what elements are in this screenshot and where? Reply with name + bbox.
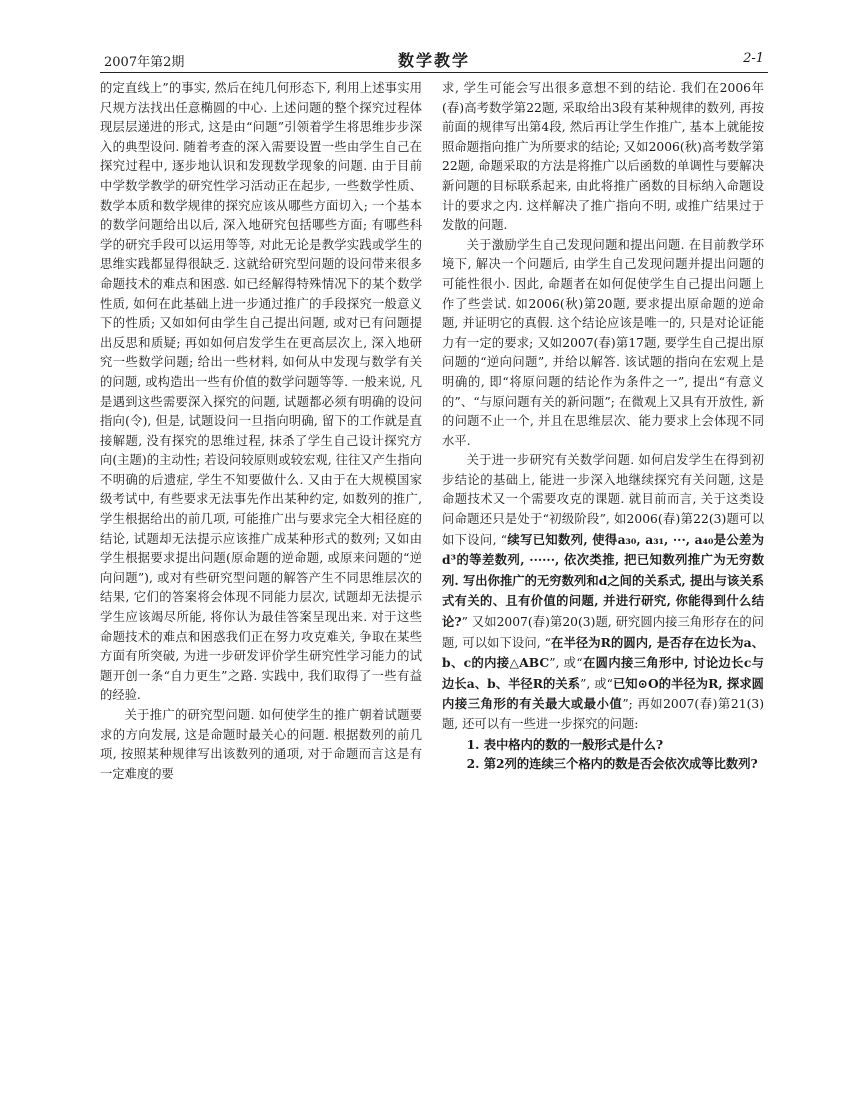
bold-question: 续写已知数列, 使得a₃₀, a₃₁, ···, a₄₀是公差为d³的等差数列, ······, 依次类推, 把已知数列推广为无穷数列. 写出你推广的无穷数列和d之间的关系式, 提出与该关系式有关的、且有价值的问题, 并进行研究, 你能得到什么结论?: [442, 531, 765, 630]
bold-question: 在半径为R的圆内, 是否存在边长为a、b、c的内接△ABC: [442, 634, 764, 671]
text-run: ”, 或“: [549, 656, 583, 671]
bold-question: 在圆内接三角形中, 讨论边长c与边长a、b、半径R的关系: [442, 655, 764, 691]
page-header: [100, 48, 768, 72]
issue-label: 2007年第2期: [104, 55, 185, 70]
page-number: 2-1: [743, 51, 764, 66]
paragraph: [442, 451, 764, 734]
bold-question: 已知⊙O的半径为R, 探求圆内接三角形的有关最大或最小值: [442, 675, 764, 712]
paragraph: 求, 学生可能会写出很多意想不到的结论. 我们在2006年(春)高考数学第22题, 采取给出3段有某种规律的数列, 再按前面的规律写出第4段, 然后再让学生作推广, 基本上就能按照命题指向推广为所要求的结论; 又如2006(秋)高考数学第22题, 命题采取的方法是将推广以后函数的单调性与要解决新问题的目标联系起来, 由此将推广函数的目标纳入命题设计的要求之内. 这样解决了推广指向不明, 或推广结果过于发散的问题.: [442, 81, 764, 233]
text-run: ” 又如2007(春)第20(3)题, 研究圆内接三角形存在的问题, 可以如下设问, “: [442, 615, 764, 650]
text-run: ”; 再如2007(春)第21(3)题, 还可以有一些进一步探究的问题:: [442, 697, 764, 731]
question-item: 1. 表中格内的数的一般形式是什么?: [466, 736, 664, 752]
text-run: ”, 或“: [580, 676, 613, 691]
paragraph: 关于推广的研究型问题. 如何使学生的推广朝着试题要求的方向发展, 这是命题时最关心的问题. 根据数列的前几项, 按照某种规律写出该数列的通项, 对于命题而言这是有一定难度的要: [100, 708, 422, 781]
paragraph: 的定直线上”的事实, 然后在纯几何形态下, 利用上述事实用尺规方法找出任意椭圆的中心. 上述问题的整个探究过程体现层层递进的形式, 这是由“问题”引领着学生将思维步步深入的典型设问. 随着考查的深入需要设置一些由学生自己在探究过程中, 逐步地认识和发现数学现象的问题. 由于目前中学数学教学的研究性学习活动正在起步, 一些数学性质、数学本质和数学规律的探究应该从哪些方面切入; 一个基本的数学问题给出以后, 深入地研究包括哪些方面; 有哪些科学的研究手段可以运用等等, 对此无论是教学实践或学生的思维实践都显得很缺乏. 这就给研究型问题的设问带来很多命题技术的难点和困惑. 如已经解得特殊情况下的某个数学性质, 如何在此基础上进一步通过推广的手段探究一般意义下的性质; 又如如何由学生自己提出问题, 或对已有问题提出反思和质疑; 再如如何启发学生在更高层次上, 深入地研究一些数学问题; 给出一些材料, 如何从中发现与数学有关的问题, 或构造出一些有价值的数学问题等等. 一般来说, 凡是遇到这些需要深入探究的问题, 试题都必须有明确的设问指向(令), 但是, 试题设问一旦指向明确, 留下的工作就是直接解题, 没有探究的思维过程, 抹杀了学生自己设计探究方向(主题)的主动性; 若设问较原则或较宏观, 往往又产生指向不明确的后遗症, 学生不知要做什么. 又由于在大规模国家级考试中, 有些要求无法事先作出某种约定, 如数列的推广, 学生根据给出的前几项, 可能推广出与要求完全大相径庭的结论, 试题却无法提示应该推广成某种形式的数列; 又如由学生根据要求提出问题(原命题的逆命题, 或原来问题的“逆向问题”), 或对有些研究型问题的解答产生不同思维层次的结果, 它们的答案将会体现不同能力层次, 试题却无法提示学生应该竭尽所能, 将你认为最佳答案呈现出来. 对于这些命题技术的难点和困惑我们正在努力攻克难关, 争取在某些方面有所突破, 为进一步研发评价学生研究性学习能力的试题开创一条“自力更生”之路. 实践中, 我们取得了一些有益的经验.: [100, 81, 422, 703]
left-column: [100, 79, 422, 784]
journal-title: 数学教学: [397, 51, 470, 70]
right-column: [442, 79, 764, 774]
question-item: 2. 第2列的连续三个格内的数是否会依次成等比数列?: [466, 756, 758, 772]
paragraph: 关于激励学生自己发现问题和提出问题. 在目前教学环境下, 解决一个问题后, 由学生自己发现问题并提出问题的可能性很小. 因此, 命题者在如何促使学生自己提出问题上作了些尝试. 如2006(秋)第20题, 要求提出原命题的逆命题, 并证明它的真假. 这个结论应该是唯一的, 只是对论证能力有一定的要求; 又如2007(春)第17题, 要学生自己提出原问题的“逆向问题”, 并给以解答. 该试题的指向在宏观上是明确的, 即“将原问题的结论作为条件之一”, 提出“有意义的”、“与原问题有关的新问题”; 在微观上又具有开放性, 新的问题不止一个, 并且在思维层次、能力要求上会体现不同水平.: [442, 237, 764, 448]
header-rule: [100, 72, 768, 73]
text-run: 关于进一步研究有关数学问题. 如何启发学生在得到初步结论的基础上, 能进一步深入地继续探究有关问题, 这是命题技术又一个需要攻克的课题. 就目前而言, 关于这类设问命题还只是处于“初级阶段”, 如2006(春)第22(3)题可以如下设问, “: [442, 453, 764, 547]
